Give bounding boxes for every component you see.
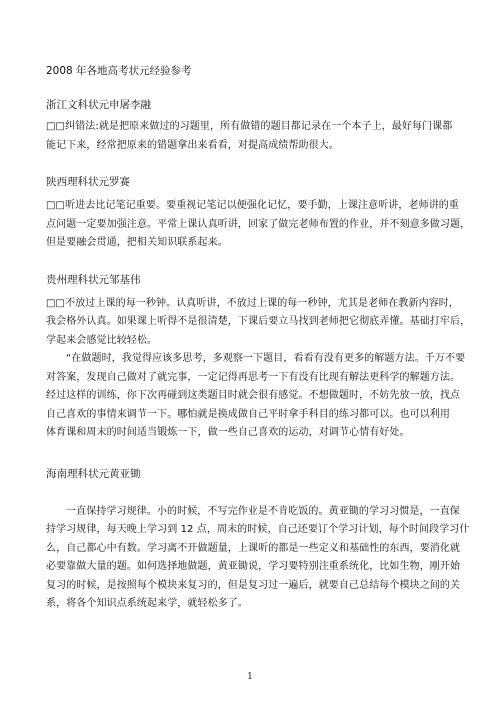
paragraph [46,197,471,253]
paragraph-line: 对答案，发现自己做对了就完事，一定记得再思考一下有没有比现有解法更科学的解题方法。 [46,371,461,383]
document-title: 2008 年各地高考状元经验参考 [46,65,192,77]
paragraph-line: □□纠错法:就是把原来做过的习题里，所有做错的题目都记录在一个本子上，最好每门课都 [46,121,453,132]
paragraph-line: 我会格外认真。如果课上听得不是很清楚，下课后要立马找到老师把它彻底弄懂。基础打牢后， [46,316,471,327]
page-number: 1 [247,672,253,682]
paragraph-line: □□听进去比记笔记重要。要重视记笔记以便强化记忆，要手勤，上课注意听讲，老师讲的重 [46,200,459,211]
paragraph-line: 但是要融会贯通，把相关知识联系起来。 [46,237,228,248]
section-heading: 浙江文科状元申屠李融 [46,99,151,111]
paragraph [46,295,471,351]
paragraph-line: 必要靠做大量的题。如何选择地做题，黄亚锄说，学习要特别注重系统化，比如生物，刚开始 [46,561,461,572]
paragraph [46,118,462,155]
paragraph-line: 复习的时候，是按照每个模块来复习的，但是复习过一遍后，就要自己总结每个模块之间的关 [46,579,461,591]
section-hainan [46,467,470,614]
paragraph-line: 么，自己都心中有数。学习离不开做题量，上课听的都是一些定义和基础性的东西，要消化就 [46,542,461,554]
section-zhejiang [46,98,462,155]
paragraph-line: 自己喜欢的事情来调节一下。哪怕就是换成做自己平时拿手科目的练习都可以。也可以利用 [46,408,450,420]
paragraph-line: 持学习规律，每天晚上学习到 12 点，周末的时候，自己还要订个学习计划，每个时间段学习什 [46,524,470,535]
section-heading: 陕西理科状元罗赛 [46,176,130,188]
paragraph-line: 经过这样的训练，你下次再碰到这类题目时就会很有感觉。不想做题时，不妨先放一放，找点 [46,390,461,401]
paragraph-line: □□不放过上课的每一秒钟。认真听讲，不放过上课的每一秒钟，尤其是老师在教新内容时， [46,297,459,309]
section-heading: 贵州理科状元邹基伟 [46,273,141,286]
section-shaanxi [46,175,471,253]
document-page [46,64,471,614]
section-heading: 海南理科状元黄亚锄 [46,467,141,480]
paragraph-line: 学起来会感觉比较轻松。 [46,334,158,346]
paragraph-line: 体育课和周末的时间适当锻炼一下，做一些自己喜欢的运动，对调节心情有好处。 [46,427,410,438]
paragraph-line: 系，将各个知识点系统起来学，就轻松多了。 [46,598,248,609]
section-guizhou [46,273,471,443]
paragraph-line: “在做题时，我觉得应该多思考，多观察一下题目，看看有没有更多的解题方法。千万不要 [66,353,466,364]
paragraph [46,503,470,614]
paragraph [46,350,466,443]
paragraph-line: 点问题一定要加强注意。平常上课认真听讲，回家了做完老师布置的作业，并不刻意多做习题， [46,218,471,230]
paragraph-line: 一直保持学习规律。小的时候，不写完作业是不肯吃饭的。黄亚锄的学习习惯是，一直保 [66,505,460,517]
paragraph-line: 能记下来，经常把原来的错题拿出来看看，对提高成绩帮助很大。 [46,139,339,151]
